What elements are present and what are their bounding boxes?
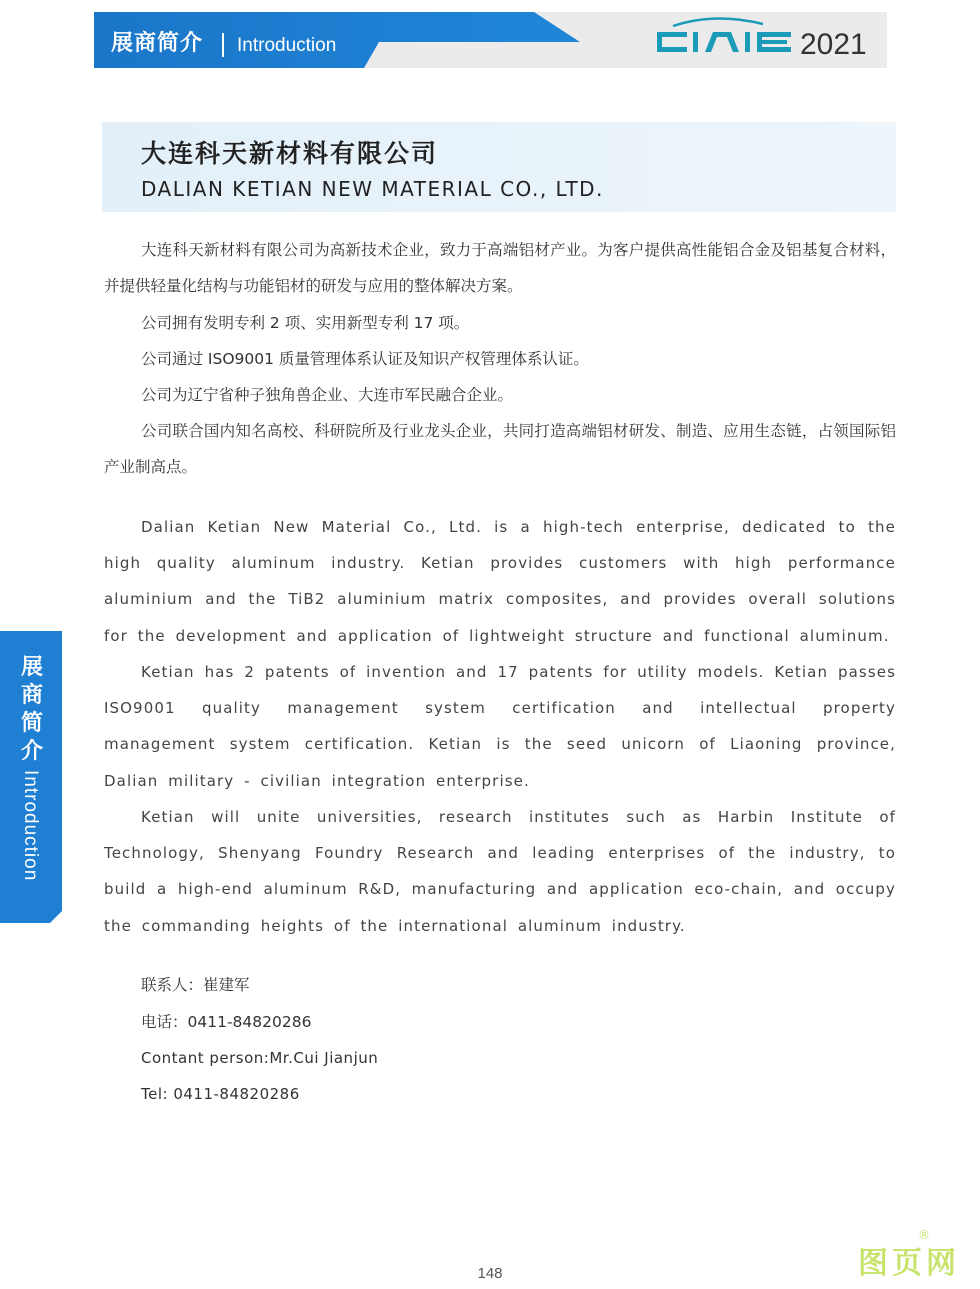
ciaie-logo-icon — [655, 14, 870, 60]
intro-cn-paragraph-3: 公司通过 ISO9001 质量管理体系认证及知识产权管理体系认证。 — [141, 350, 589, 368]
logo-year: 2021 — [800, 28, 867, 60]
side-tab-char: 展 — [20, 655, 43, 680]
side-tab-char: 简 — [20, 711, 43, 736]
contact-tel-en: Tel: 0411-84820286 — [141, 1085, 300, 1103]
header-section-title-en: Introduction — [237, 35, 337, 56]
intro-cn-paragraph-5: 公司联合国内知名高校、科研院所及行业龙头企业，共同打造高端铝材研发、制造、应用生态链，占领国际铝产业制高点。 — [104, 422, 896, 476]
intro-en-paragraph-2: Ketian has 2 patents of invention and 17 patents for utility models. Ketian passes ISO9001 quality management system certification and intellectual property management system certification. Ketian is the seed unicorn of Liaoning province, Dalian military - civilian integration enterprise. — [104, 663, 896, 790]
company-name-cn: 大连科天新材料有限公司 — [141, 139, 439, 168]
contact-tel-cn: 电话：0411-84820286 — [141, 1013, 312, 1031]
page-number: 148 — [477, 1265, 503, 1282]
intro-en-paragraph-3: Ketian will unite universities, research institutes such as Harbin Institute of Technology, Shenyang Foundry Research and leading enterprises of the industry, to build a high-end aluminum R&D, manufacturing and application eco-chain, and occupy the commanding heights of the international aluminum industry. — [104, 808, 896, 935]
side-tab-title-cn — [17, 654, 47, 766]
side-tab-char: 商 — [20, 683, 43, 708]
intro-en-paragraph-1: Dalian Ketian New Material Co., Ltd. is a high-tech enterprise, dedicated to the high quality aluminum industry. Ketian provides customers with high performance aluminium and the TiB2 aluminium matrix composites, and provides overall solutions for the development and application of lightweight structure and functional aluminum. — [104, 518, 896, 645]
header-section-title-cn: 展商简介 — [111, 31, 204, 56]
watermark-registered-mark: ® — [918, 1228, 930, 1242]
side-tab-title-en: Introduction — [20, 770, 41, 882]
watermark-logo: 图页网 — [858, 1246, 960, 1281]
company-name-en: DALIAN KETIAN NEW MATERIAL CO., LTD. — [141, 177, 604, 201]
intro-cn-paragraph-1: 大连科天新材料有限公司为高新技术企业，致力于高端铝材产业。为客户提供高性能铝合金及铝基复合材料，并提供轻量化结构与功能铝材的研发与应用的整体解决方案。 — [104, 241, 896, 295]
contact-person-en: Contant person:Mr.Cui Jianjun — [141, 1049, 379, 1067]
side-tab-char: 介 — [20, 739, 43, 764]
intro-cn-paragraph-4: 公司为辽宁省种子独角兽企业、大连市军民融合企业。 — [141, 386, 514, 404]
intro-cn-paragraph-2: 公司拥有发明专利 2 项、实用新型专利 17 项。 — [141, 314, 470, 332]
header-divider — [222, 33, 224, 57]
contact-person-cn: 联系人：崔建军 — [141, 976, 250, 994]
